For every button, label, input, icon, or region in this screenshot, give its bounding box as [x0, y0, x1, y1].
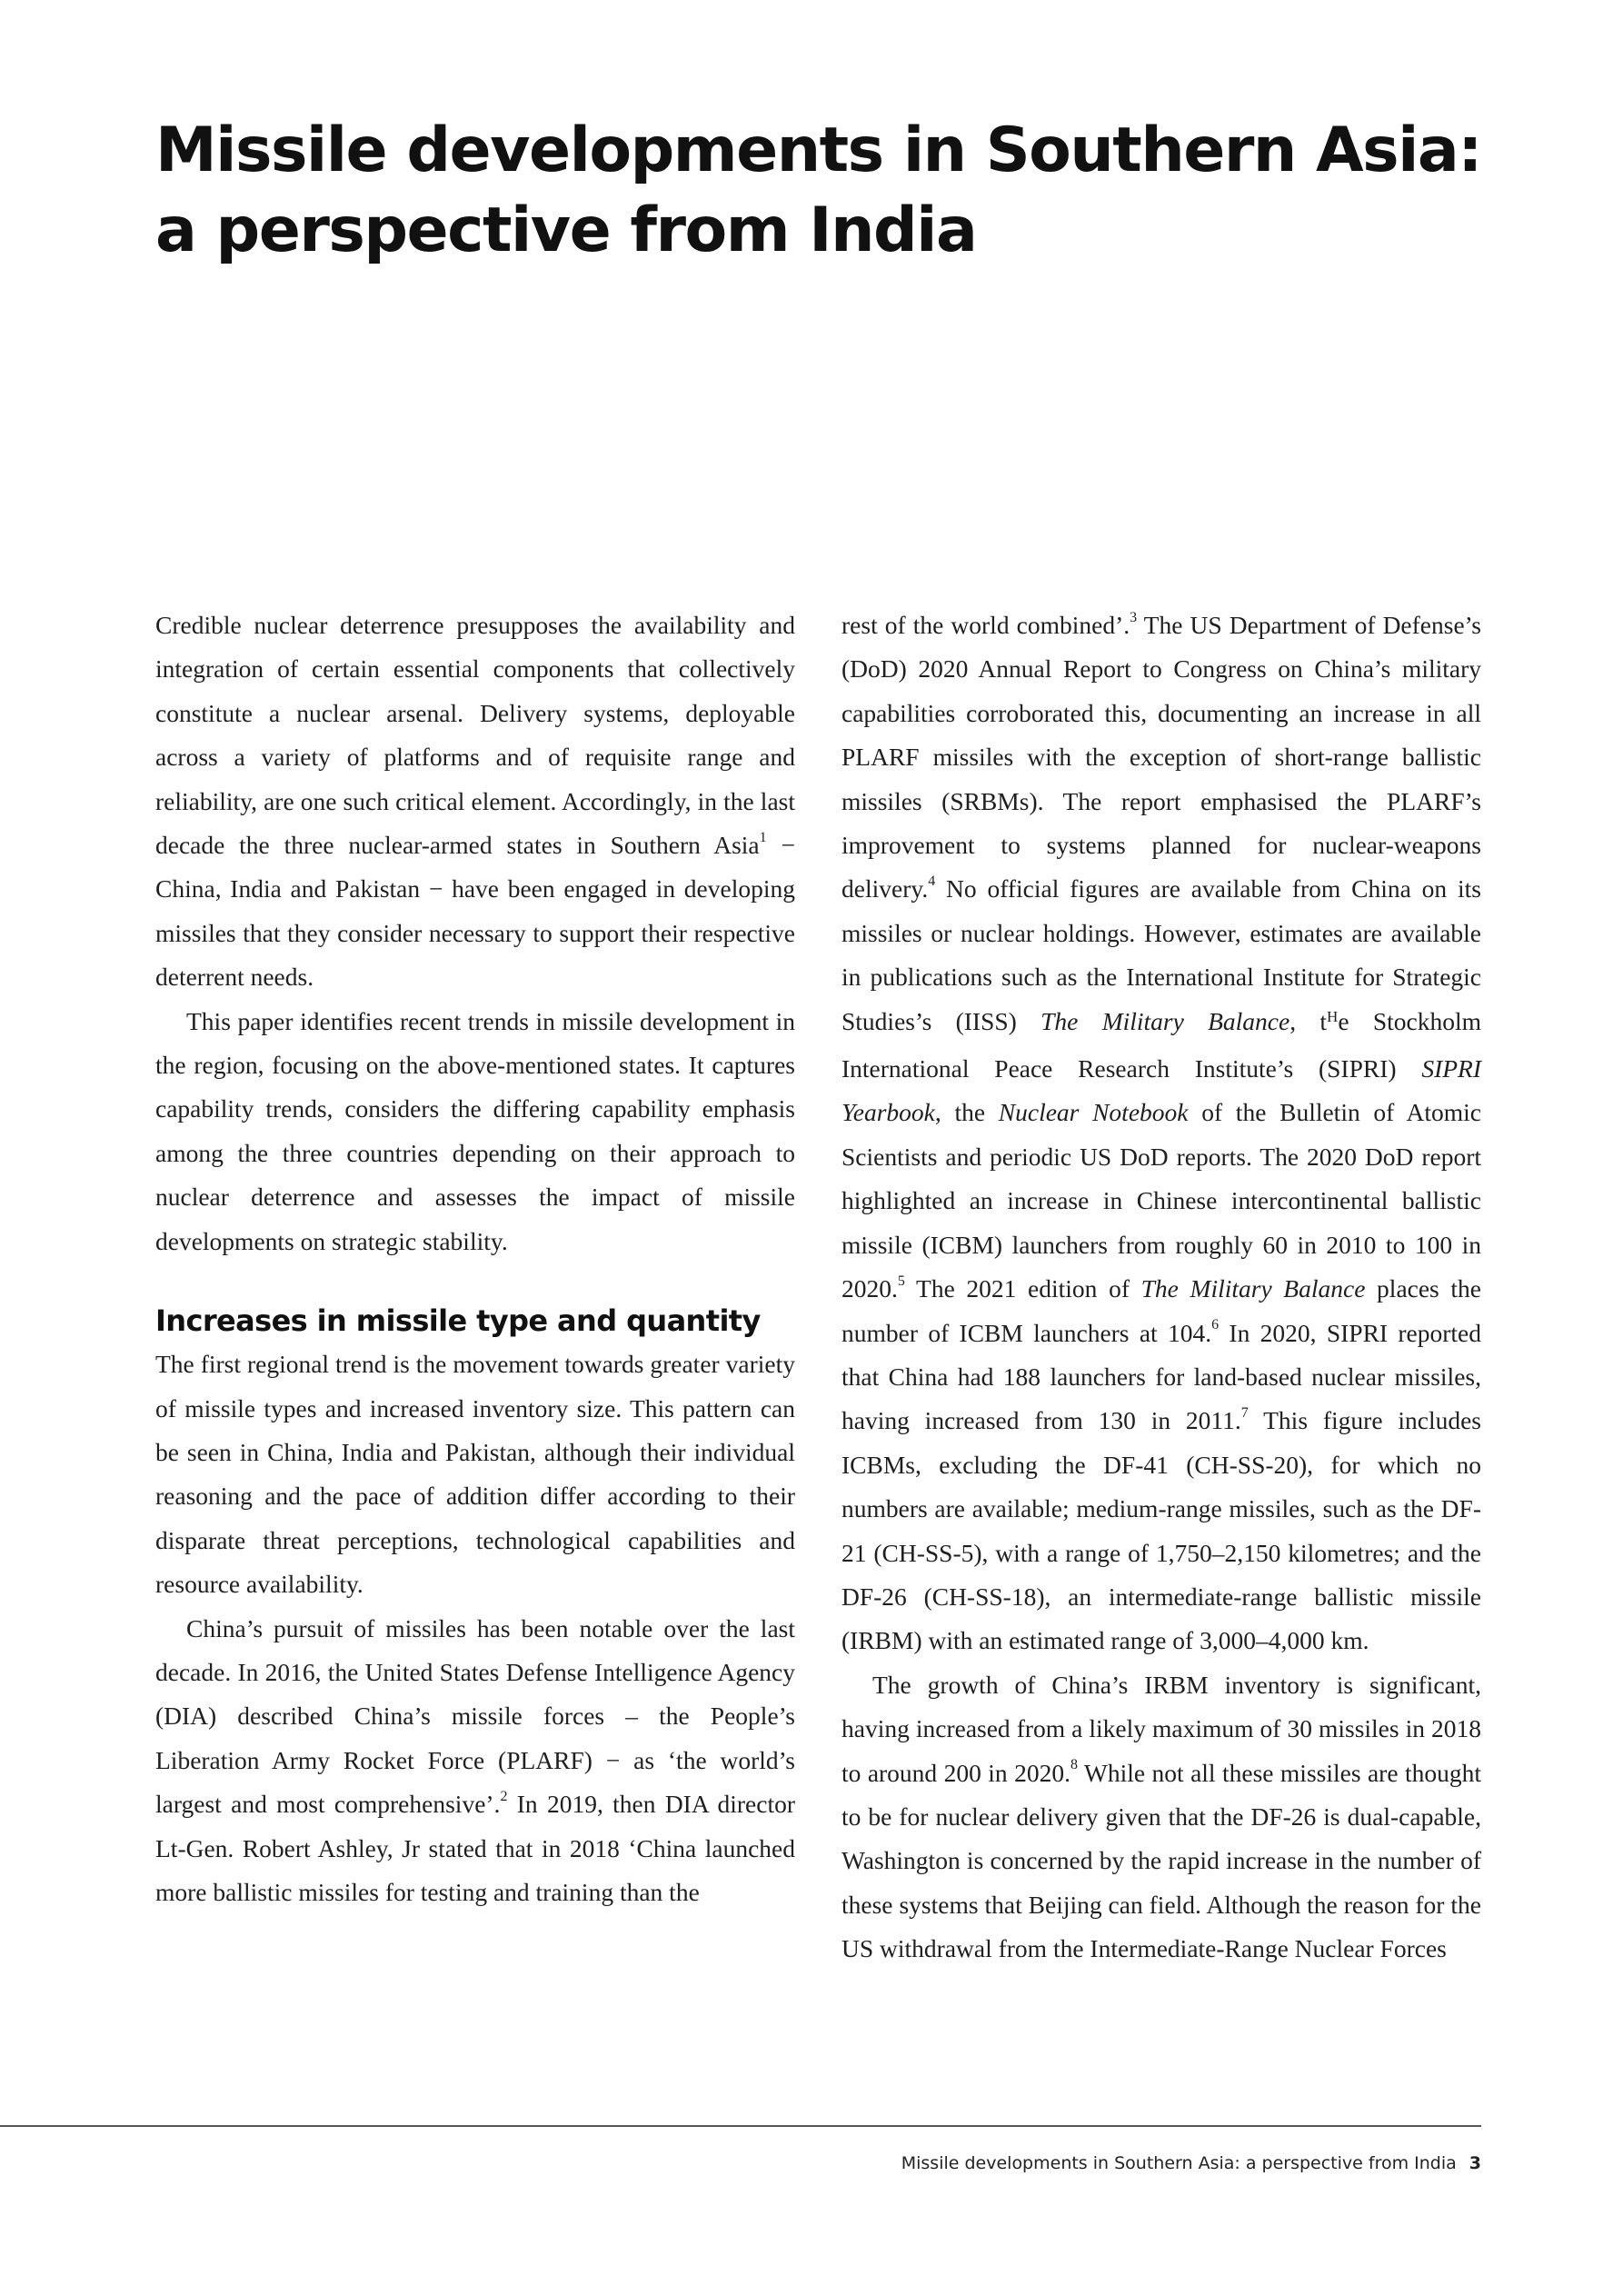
running-title: Missile developments in Southern Asia: a perspective from India [901, 2153, 1457, 2173]
section-heading: Increases in missile type and quantity [155, 1303, 761, 1339]
publication-title: The Military Balance [1140, 1274, 1366, 1303]
footnote-marker: 2 [500, 1789, 508, 1804]
paragraph: The first regional trend is the movement towards greater variety of missile types and increased inventory size. This pattern can be seen in China, India and Pakistan, although their individual reasoning and the pace of addition differ according to their disparate threat perceptions, technological capabilities and resource availability. [155, 1350, 795, 1599]
paragraph: Credible nuclear deterrence presupposes the availability and integration of certain essential components that collectively constitute a nuclear arsenal. Delivery systems, deployable across a variety of platforms and of requisite range and reliability, are one such critical element. Accordingly, in the last decade the three nuclear-armed states in Southern Asia$^1$ − China, India and Pakistan − have been engaged in developing missiles that they consider necessary to support their respective deterrent needs. [155, 611, 795, 992]
paragraph: China’s pursuit of missiles has been notable over the last decade. In 2016, the United States Defense Intelligence Agency (DIA) described China’s missile forces – the People’s Liberation Army Rocket Force (PLARF) − as ‘the world’s largest and most comprehensive’.$^2$ In 2019, then DIA director Lt-Gen. Robert Ashley, Jr stated that in 2018 ‘China launched more ballistic missiles for testing and training than the [155, 1613, 795, 1906]
footnote-marker: 8 [1070, 1757, 1078, 1773]
page-footer [818, 2151, 1481, 2176]
page-title [155, 111, 1518, 271]
footer-divider [0, 2125, 1481, 2127]
footnote-marker: 7 [1240, 1405, 1249, 1422]
footnote-marker: 6 [1211, 1317, 1220, 1333]
right-column [841, 604, 1481, 1972]
footnote-marker: 4 [928, 873, 936, 890]
footnote-marker: 1 [759, 829, 767, 845]
publication-title: SIPRI Yearbook [841, 1054, 1481, 1127]
typo-raised-letter: H [1327, 1007, 1339, 1025]
title-line-2: a perspective from India [155, 195, 977, 266]
publication-title: The Military Balance [1041, 1006, 1290, 1035]
paragraph: The growth of China’s IRBM inventory is significant, having increased from a likely maximum of 30 missiles in 2018 to around 200 in 2020.$^8$ While not all these missiles are thought to be for nuclear delivery given that the DF-26 is dual-capable, Washington is concerned by the rapid increase in the number of these systems that Beijing can field. Although the reason for the US withdrawal from the Intermediate-Range Nuclear Forces [841, 1670, 1481, 1963]
left-column [155, 604, 795, 1914]
publication-title: Nuclear Notebook [998, 1098, 1189, 1127]
title-line-1: Missile developments in Southern Asia: [155, 115, 1481, 186]
paragraph: This paper identifies recent trends in missile development in the region, focusing on the above-mentioned states. It captures capability trends, considers the differing capability emphasis among the three countries depending on their approach to nuclear deterrence and assesses the impact of missile developments on strategic stability. [155, 1006, 795, 1255]
page-number: 3 [1469, 2153, 1481, 2173]
footnote-marker: 5 [897, 1273, 905, 1289]
paragraph: rest of the world combined’.$^3$ The US Department of Defense’s (DoD) 2020 Annual Report to Congress on China’s military capabilities corroborated this, documenting an increase in all PLARF missiles with the exception of short-range ballistic missiles (SRBMs). The report emphasised the PLARF’s improvement to systems planned for nuclear-weapons delivery.$^4$ No official figures are available from China on its missiles or nuclear holdings. However, estimates are available in publications such as the International Institute for Strategic Studies’s (IISS) The Military Balance, $t^He$ Stockholm International Peace Research Institute’s (SIPRI) SIPRI Yearbook, the Nuclear Notebook of the Bulletin of Atomic Scientists and periodic US DoD reports. The 2020 DoD report highlighted an increase in Chinese intercontinental ballistic missile (ICBM) launchers from roughly 60 in 2010 to 100 in 2020.$^5$ The 2021 edition of The Military Balance places the number of ICBM launchers at 104.$^6$ In 2020, SIPRI reported that China had 188 launchers for land-based nuclear missiles, having increased from 130 in 2011.$^7$ This figure includes ICBMs, excluding the DF-41 (CH-SS-20), for which no numbers are available; medium-range missiles, such as the DF-21 (CH-SS-5), with a range of 1,750–2,150 kilometres; and the DF-26 (CH-SS-18), an intermediate-range ballistic missile (IRBM) with an estimated range of 3,000–4,000 km. [841, 609, 1481, 1655]
footnote-marker: 3 [1130, 609, 1138, 625]
